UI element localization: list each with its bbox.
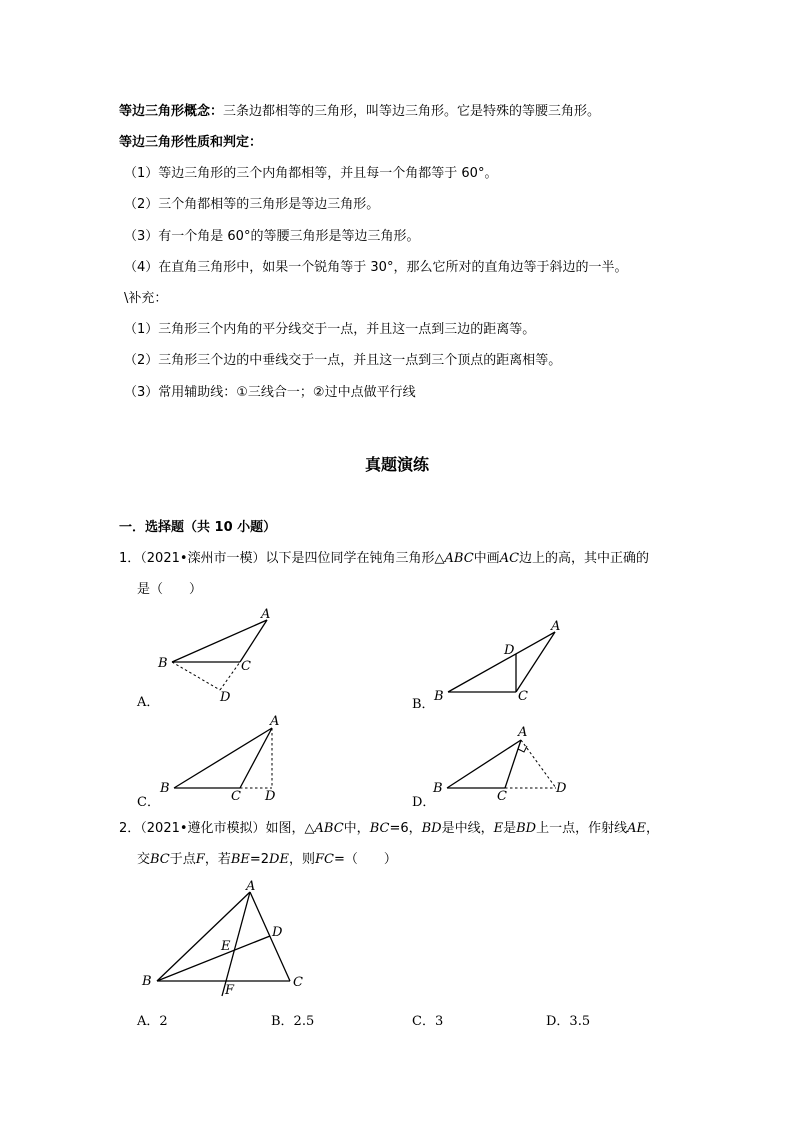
q2-side-ab <box>157 892 250 981</box>
q2-text-3: 是中线， <box>441 821 494 836</box>
q2-e: E <box>493 821 504 836</box>
supplement-heading: \补充： <box>124 291 168 306</box>
q1b-side-ba <box>448 632 555 692</box>
q1-option-c[interactable]: C． <box>137 795 160 810</box>
q1-figure-b <box>425 614 565 706</box>
q2-stem-line2 <box>137 851 397 869</box>
q1a-dashed-dc <box>220 662 240 690</box>
q1-mid: 中画 <box>473 551 500 566</box>
q2-l2-text-3: ，若 <box>204 852 231 867</box>
q1d-side-ca <box>505 740 521 788</box>
q1a-dashed-bd <box>172 662 220 690</box>
q1a-label-c: C <box>241 659 251 674</box>
q1c-label-b: B <box>160 781 170 796</box>
section-title: 真题演练 <box>364 455 429 474</box>
q1c-label-c: C <box>231 789 241 804</box>
q1b-label-b: B <box>434 689 444 704</box>
concept-text: 三条边都相等的三角形，叫等边三角形。它是特殊的等腰三角形。 <box>223 104 601 119</box>
q2-option-c[interactable]: C．3 <box>412 1014 444 1029</box>
q1c-label-d: D <box>265 789 276 804</box>
concept-line <box>119 103 600 121</box>
q2-bc: BC <box>369 821 390 836</box>
q2-l2-be: BE <box>230 852 250 867</box>
q2-figure <box>130 878 320 1000</box>
q2-l2-de: DE <box>269 852 289 867</box>
q2-l2-text-2: 于点 <box>169 852 196 867</box>
q2-l2-fc: FC <box>314 852 334 867</box>
q1d-label-c: C <box>497 789 507 804</box>
q2-label-c: C <box>293 975 303 990</box>
q2-label-a: A <box>246 879 256 894</box>
supplement-item-1: （1）三角形三个内角的平分线交于一点，并且这一点到三边的距离等。 <box>124 322 536 337</box>
q2-option-b[interactable]: B．2.5 <box>271 1014 315 1029</box>
q1-abc: ABC <box>444 551 474 566</box>
properties-heading: 等边三角形性质和判定： <box>119 135 263 150</box>
q2-ae: AE <box>627 821 647 836</box>
q1b-label-c: C <box>518 689 528 704</box>
q2-l2-text-6: =（ ） <box>333 852 397 867</box>
q1b-label-a: A <box>551 619 561 634</box>
q1-prefix: 1．（2021•滦州市一模）以下是四位同学在钝角三角形△ <box>119 551 445 566</box>
q2-stem-line1 <box>119 820 659 838</box>
q1c-label-a: A <box>270 714 280 729</box>
q2-bd-2: BD <box>516 821 537 836</box>
q2-l2-f: F <box>195 852 205 867</box>
q1c-side-ca <box>240 728 272 788</box>
q1d-label-a: A <box>518 725 528 740</box>
q2-abc: ABC <box>314 821 344 836</box>
q2-text-1: 中， <box>343 821 370 836</box>
q2-option-d[interactable]: D．3.5 <box>546 1014 591 1029</box>
q1b-label-d: D <box>504 643 515 658</box>
q2-bd: BD <box>421 821 442 836</box>
q1-stem-line1 <box>119 550 649 568</box>
q1d-label-d: D <box>556 781 567 796</box>
q2-median-bd <box>157 936 270 981</box>
q1a-label-d: D <box>220 690 231 705</box>
q2-l2-text-5: ，则 <box>288 852 315 867</box>
supplement-item-3: （3）常用辅助线：①三线合一；②过中点做平行线 <box>124 385 416 400</box>
q2-text-6: ， <box>646 821 660 836</box>
q2-label-d: D <box>272 925 283 940</box>
concept-label: 等边三角形概念： <box>119 104 224 119</box>
q1a-label-a: A <box>261 607 271 622</box>
q2-prefix: 2．（2021•遵化市模拟）如图，△ <box>119 821 315 836</box>
property-item-4: （4）在直角三角形中，如果一个锐角等于 30°，那么它所对的直角边等于斜边的一半。 <box>124 260 628 275</box>
q2-text-2: =6， <box>389 821 422 836</box>
q2-label-b: B <box>142 974 152 989</box>
q1-stem-line2: 是（ ） <box>137 582 203 597</box>
q2-label-e: E <box>221 939 231 954</box>
property-item-1: （1）等边三角形的三个内角都相等，并且每一个角都等于 60°。 <box>124 166 498 181</box>
q1-option-a[interactable]: A． <box>137 695 160 710</box>
q1-figure-a <box>150 602 280 706</box>
q1a-label-b: B <box>158 656 168 671</box>
q1c-side-ba <box>174 728 272 788</box>
q2-l2-text-4: =2 <box>249 852 270 867</box>
q1d-side-ba <box>447 740 521 788</box>
q1-suffix: 边上的高，其中正确的 <box>519 551 650 566</box>
q1-figure-c <box>150 712 290 804</box>
q2-l2-bc: BC <box>150 852 170 867</box>
part-heading: 一．选择题（共 10 小题） <box>119 520 277 535</box>
q2-option-a[interactable]: A．2 <box>137 1014 168 1029</box>
property-item-3: （3）有一个角是 60°的等腰三角形是等边三角形。 <box>124 229 420 244</box>
q2-label-f: F <box>225 983 235 998</box>
q1-option-d[interactable]: D． <box>412 795 436 810</box>
supplement-item-2: （2）三角形三个边的中垂线交于一点，并且这一点到三个顶点的距离相等。 <box>124 353 562 368</box>
q2-text-4: 是 <box>503 821 517 836</box>
property-item-2: （2）三个角都相等的三角形是等边三角形。 <box>124 197 380 212</box>
q1d-label-b: B <box>433 781 443 796</box>
q1b-side-ca <box>516 632 555 692</box>
q1-option-b[interactable]: B． <box>412 697 435 712</box>
q2-text-5: 上一点，作射线 <box>536 821 628 836</box>
q1-ac: AC <box>499 551 520 566</box>
q2-l2-text-1: 交 <box>137 852 151 867</box>
q1-figure-d <box>425 724 575 804</box>
